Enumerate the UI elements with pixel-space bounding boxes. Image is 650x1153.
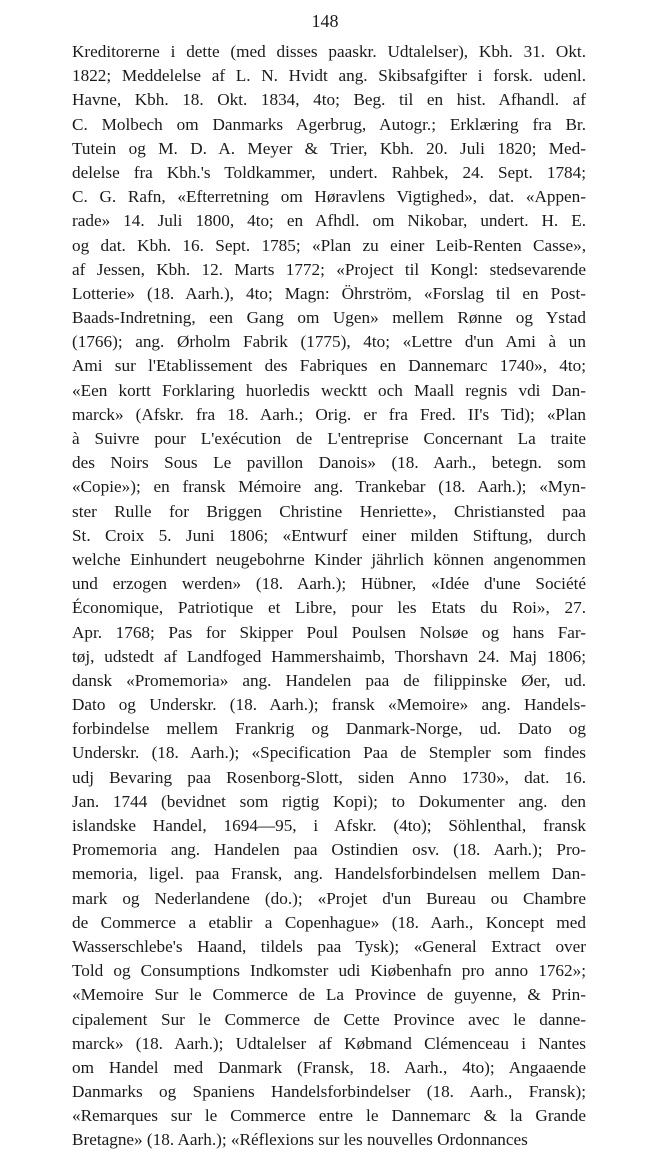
text-line: à Suivre pour L'exécution de L'entreprise Concernant La traite <box>72 429 586 448</box>
text-line: Ami sur l'Etablissement des Fabriques en Dannemarc 1740», 4to; <box>72 356 586 376</box>
text-line: forbindelse mellem Frankrig og Danmark-Norge, ud. Dato og <box>72 719 586 739</box>
text-line: Baads-Indretning, een Gang om Ugen» mellem Rønne og Ystad <box>72 308 586 328</box>
text-line: delelse fra Kbh.'s Toldkammer, undert. Rahbek, 24. Sept. 1784; <box>72 162 586 182</box>
text-line: «Copie»); en fransk Mémoire ang. Trankebar (18. Aarh.); «Myn- <box>72 477 586 497</box>
text-line: «Memoire Sur le Commerce de La Province de guyenne, & Prin- <box>72 985 586 1005</box>
text-line: memoria, ligel. paa Fransk, ang. Handelsforbindelsen mellem Dan- <box>72 864 586 884</box>
text-line: Promemoria ang. Handelen paa Ostindien osv. (18. Aarh.); Pro- <box>72 840 586 860</box>
text-line: 1822; Meddelelse af L. N. Hvidt ang. Skibsafgifter i forsk. udenl. <box>72 66 586 86</box>
text-line: mark og Nederlandene (do.); «Projet d'un Bureau ou Chambre <box>72 888 586 908</box>
text-line: Lotterie» (18. Aarh.), 4to; Magn: Öhrström, «Forslag til en Post- <box>72 283 586 303</box>
text-line: de Commerce a etablir a Copenhague» (18. Aarh., Koncept med <box>72 912 586 932</box>
text-line: tøj, udstedt af Landfoged Hammershaimb, Thorshavn 24. Maj 1806; <box>72 646 586 666</box>
text-line: Told og Consumptions Indkomster udi Kiøbenhafn pro anno 1762»; <box>72 961 586 981</box>
text-line: «Remarques sur le Commerce entre le Dannemarc & la Grande <box>72 1106 586 1126</box>
text-line: Économique, Patriotique et Libre, pour les Etats du Roi», 27. <box>72 598 586 618</box>
text-line: af Jessen, Kbh. 12. Marts 1772; «Project til Kongl: stedsevarende <box>72 259 586 279</box>
text-line: om Handel med Danmark (Fransk, 18. Aarh., 4to); Angaaende <box>72 1057 586 1077</box>
text-line: og dat. Kbh. 16. Sept. 1785; «Plan zu einer Leib-Renten Casse», <box>72 235 586 255</box>
text-line: (1766); ang. Ørholm Fabrik (1775), 4to; «Lettre d'un Ami à un <box>72 332 586 352</box>
text-line: dansk «Promemoria» ang. Handelen paa de filippinske Øer, ud. <box>72 670 586 690</box>
text-line: rade» 14. Juli 1800, 4to; en Afhdl. om Nikobar, undert. H. E. <box>72 211 586 231</box>
text-line: des Noirs Sous Le pavillon Danois» (18. Aarh., betegn. som <box>72 453 586 473</box>
text-line: marck» (18. Aarh.); Udtalelser af Købmand Clémenceau i Nantes <box>72 1033 586 1053</box>
text-line: Bretagne» (18. Aarh.); «Réflexions sur les nouvelles Ordonnances <box>72 1130 528 1150</box>
text-line: Dato og Underskr. (18. Aarh.); fransk «Memoire» ang. Handels- <box>72 695 586 715</box>
text-line: «Een kortt Forklaring huorledis wecktt och Maall regnis vdi Dan- <box>72 380 586 400</box>
text-line: cipalement Sur le Commerce de Cette Province avec le danne- <box>72 1009 586 1029</box>
text-line: Tutein og M. D. A. Meyer & Trier, Kbh. 20. Juli 1820; Med- <box>72 138 586 158</box>
text-line: islandske Handel, 1694—95, i Afskr. (4to); Söhlenthal, fransk <box>72 816 586 835</box>
text-line: marck» (Afskr. fra 18. Aarh.; Orig. er fra Fred. II's Tid); «Plan <box>72 404 586 424</box>
text-line: ster Rulle for Briggen Christine Henriette», Christiansted paa <box>72 501 586 521</box>
text-line: C. Molbech om Danmarks Agerbrug, Autogr.; Erklæring fra Br. <box>72 114 586 134</box>
text-line: welche Einhundert neugebohrne Kinder jährlich können angenommen <box>72 549 586 569</box>
text-line: Havne, Kbh. 18. Okt. 1834, 4to; Beg. til en hist. Afhandl. af <box>72 90 586 110</box>
text-line: Danmarks og Spaniens Handelsforbindelser (18. Aarh., Fransk); <box>72 1082 586 1102</box>
text-line: Jan. 1744 (bevidnet som rigtig Kopi); to Dokumenter ang. den <box>72 791 586 811</box>
text-line: Wasserschlebe's Haand, tildels paa Tysk); «General Extract over <box>72 936 586 956</box>
page-number: 148 <box>311 11 339 31</box>
text-line: und erzogen werden» (18. Aarh.); Hübner, «Idée d'une Société <box>72 574 586 594</box>
text-line: udj Bevaring paa Rosenborg-Slott, siden Anno 1730», dat. 16. <box>72 767 586 787</box>
text-line: Apr. 1768; Pas for Skipper Poul Poulsen Nolsøe og hans Far- <box>72 622 586 642</box>
text-line: Underskr. (18. Aarh.); «Specification Paa de Stempler som findes <box>72 743 586 763</box>
text-line: Kreditorerne i dette (med disses paaskr. Udtalelser), Kbh. 31. Okt. <box>72 42 586 61</box>
text-line: St. Croix 5. Juni 1806; «Entwurf einer milden Stiftung, durch <box>72 525 586 545</box>
text-line: C. G. Rafn, «Efterretning om Høravlens Vigtighed», dat. «Appen- <box>72 187 586 207</box>
body-text <box>72 40 586 1153</box>
